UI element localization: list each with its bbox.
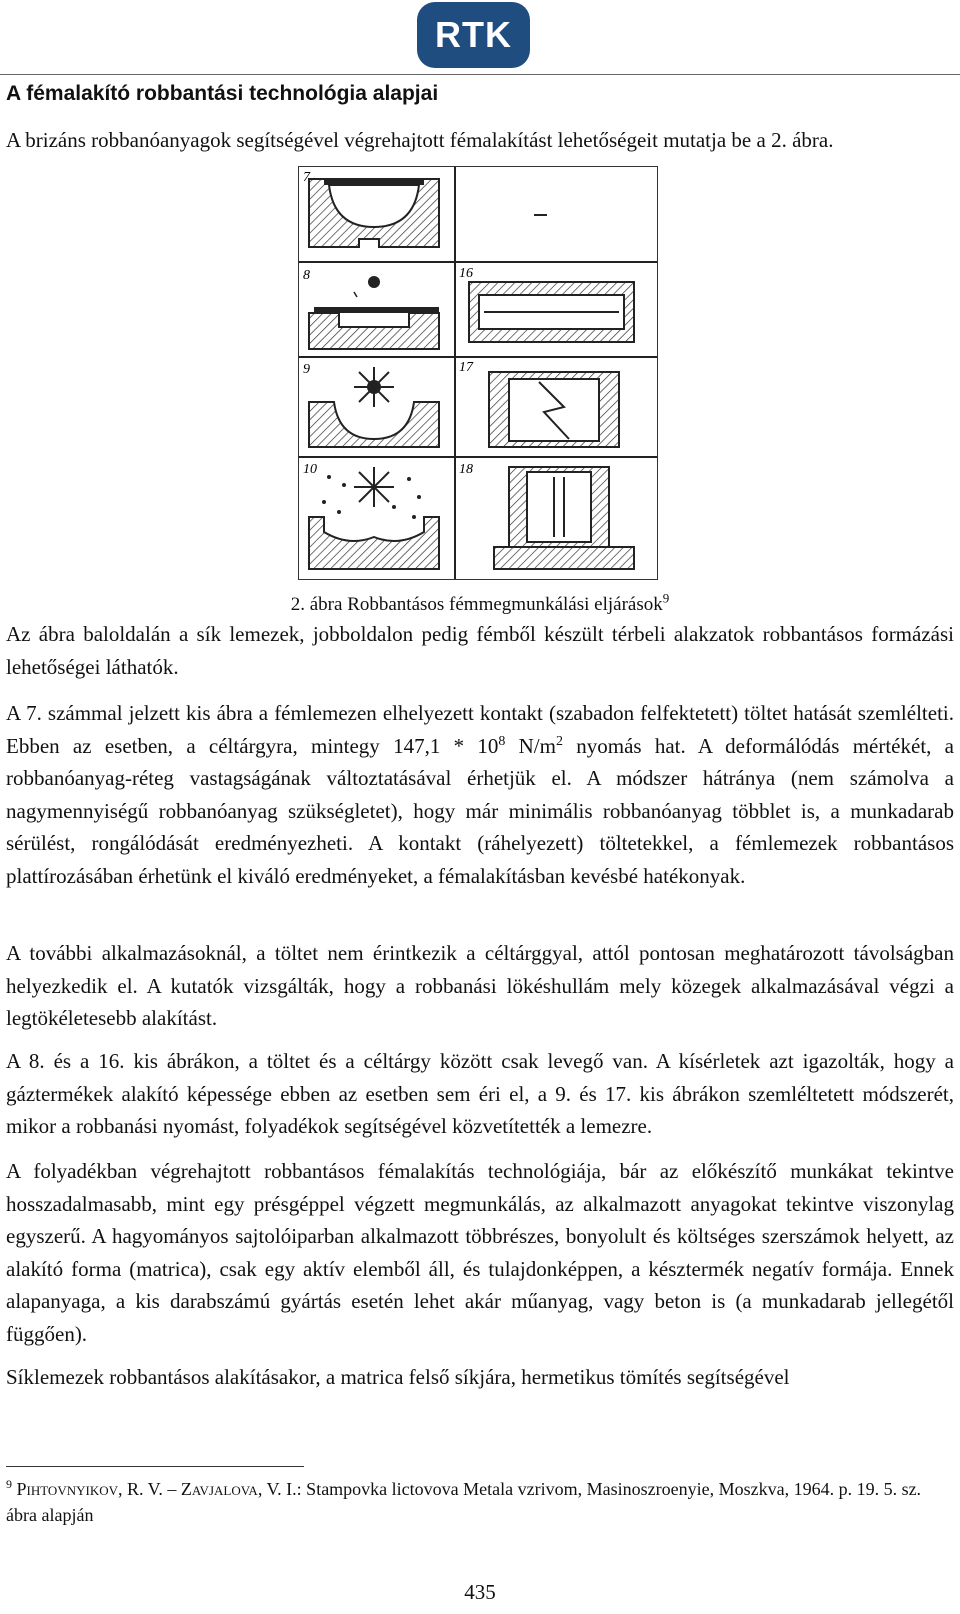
panel-16 <box>459 266 634 342</box>
exponent-8: 8 <box>498 733 506 749</box>
paragraph-3: A további alkalmazásoknál, a töltet nem érintkezik a céltárggyal, attól pontosan meghatározott távolságban helyezkedik el. A kutatók vizsgálták, hogy a robbanási lökéshullám mely közegek alkalmazásával végzi a legtökéletesebb alakítást. <box>6 941 954 1030</box>
caption-footnote-ref: 9 <box>662 590 670 606</box>
paragraph-5: A folyadékban végrehajtott robbantásos fémalakítás technológiája, bár az előkészítő munkákat tekintve hosszadalmasabb, mint egy présgéppel végzett megmunkálás, az alkalmazott anyagokat tekintve viszonylag egyszerű. A hagyományos sajtolóiparban alkalmazott többrészes, bonyolult és költséges szerszámok helyett, az alakító forma (matrica), csak egy aktív elemből áll, és tulajdonképpen, a késztermék negatív formája. Ennek alapanyaga, a kis darabszámú gyártás esetén lehet akár műanyag, vagy beton is (a munkadarab jellegétől függően). <box>6 1159 954 1346</box>
caption-text: 2. ábra Robbantásos fémmegmunkálási eljárások <box>290 594 663 615</box>
panel-8 <box>303 268 439 349</box>
paragraph-2-part-b: N/m <box>505 733 556 758</box>
paragraph-2-part-a: A 7. számmal jelzett kis ábra a fémlemezen elhelyezett kontakt (szabadon felfektetett) töltet hatását szemlélteti. Ebben az esetben, a céltárgyra, mintegy 147,1 * 10 <box>6 701 954 758</box>
rtk-logo <box>417 2 530 68</box>
footnote-author-1: Pihtovnyikov <box>16 1479 118 1499</box>
label-17: 17 <box>459 360 473 375</box>
paragraph-2-part-c: nyomás hat. A deformálódás mértékét, a robbanóanyag-réteg vastagságának változtatásával érhetjük el. A módszer hátránya (nem számolva a nagymennyiségű robbanóanyag szükségletet), hogy már minimális robbanóanyag többlet is, a munkadarab sérülést, rongálódását eredményezheti. A kontakt (ráhelyezett) töltetekkel, a fémlemezek robbantásos plattírozásában érhetünk el kiváló eredményeket, a fémalakításban kevésbé hatékonyak. <box>6 733 954 888</box>
exponent-2: 2 <box>555 733 563 749</box>
panel-7 <box>303 170 439 247</box>
footnote-initials-1: , R. V. – <box>117 1479 181 1499</box>
paragraph-4: A 8. és a 16. kis ábrákon, a töltet és a céltárgy között csak levegő van. A kísérletek azt igazolták, hogy a gáztermékek alakító képessége ebben az esetben sem éri el, a 9. és 17. kis ábrákon szemléltetett módszerét, mikor a robbanási nyomást, folyadékok segítségével közvetítették a lemezre. <box>6 1049 954 1138</box>
section-heading: A fémalakító robbantási technológia alapjai <box>6 82 439 105</box>
footnote-author-2: Zavjalova <box>180 1479 258 1499</box>
label-10: 10 <box>303 462 317 477</box>
label-7: 7 <box>303 170 310 185</box>
figure-caption <box>0 590 960 616</box>
footnote-reference: , V. I.: Stampovka lictovova Metala vzrivom, Masinoszroenyie, Moszkva, 1964. p. 19. 5. sz. ábra alapján <box>6 1479 922 1525</box>
header-rule <box>0 74 960 75</box>
figure-2 <box>298 166 658 580</box>
panel-10 <box>303 462 439 569</box>
figure-illustration <box>299 167 657 579</box>
intro-paragraph: A brizáns robbanóanyagok segítségével végrehajtott fémalakítást lehetőségeit mutatja be a 2. ábra. <box>6 128 834 152</box>
logo-text: RTK <box>435 14 512 55</box>
panel-18 <box>459 462 634 569</box>
label-8: 8 <box>303 268 310 283</box>
paragraph-6: Síklemezek robbantásos alakításakor, a matrica felső síkjára, hermetikus tömítés segítségével <box>6 1365 790 1389</box>
panel-9 <box>303 362 439 447</box>
panel-17 <box>459 360 619 447</box>
page-number: 435 <box>464 1580 496 1604</box>
paragraph-2 <box>6 697 954 892</box>
paragraph-1: Az ábra baloldalán a sík lemezek, jobboldalon pedig fémből készült térbeli alakzatok robbantásos formázási lehetőségei láthatók. <box>6 622 954 679</box>
footnote <box>6 1476 954 1528</box>
label-9: 9 <box>303 362 310 377</box>
label-18: 18 <box>459 462 473 477</box>
label-16: 16 <box>459 266 473 281</box>
footnote-rule <box>6 1466 304 1467</box>
footnote-number: 9 <box>6 1477 12 1491</box>
